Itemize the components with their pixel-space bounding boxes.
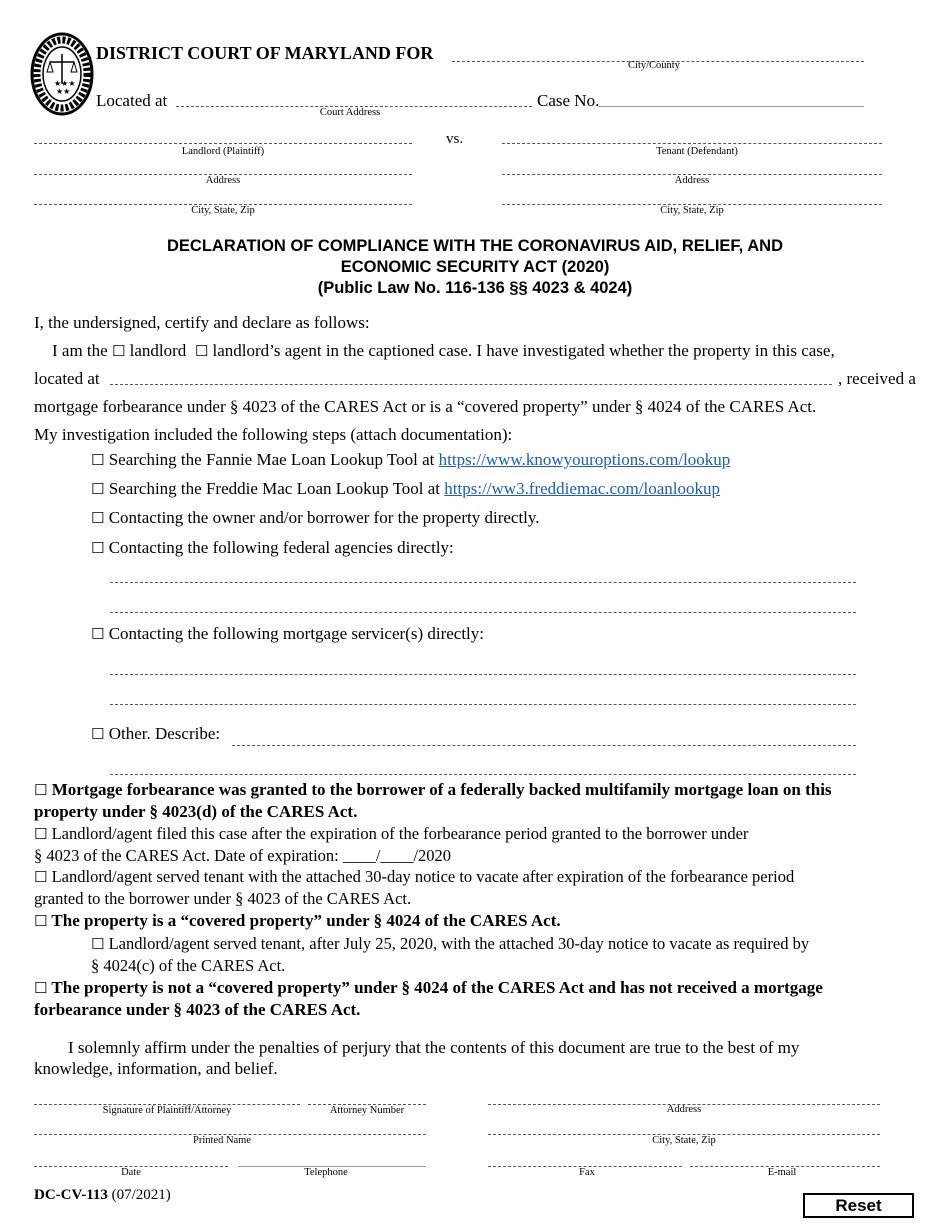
other-field-1[interactable] <box>232 727 856 746</box>
affirmation-line2: knowledge, information, and belief. <box>34 1059 278 1078</box>
property-located-label: located at <box>34 369 100 388</box>
fax-caption: Fax <box>579 1167 595 1178</box>
served-notice-item <box>34 867 794 887</box>
covered-served-checkbox[interactable]: ☐ <box>91 935 105 953</box>
court-address-field[interactable] <box>176 88 532 107</box>
date-field[interactable] <box>34 1148 228 1167</box>
role-line <box>52 341 835 361</box>
attorney-number-caption: Attorney Number <box>329 1105 405 1116</box>
tenant-city-caption: City, State, Zip <box>660 205 724 216</box>
fannie-label: Searching the Fannie Mae Loan Lookup Tool at <box>108 450 435 469</box>
filed-after-label: Landlord/agent filed this case after the expiration of the forbearance period granted to the borrower under <box>51 824 749 843</box>
landlord-checkbox[interactable]: ☐ <box>111 342 126 360</box>
step-owner <box>91 508 540 528</box>
step-freddie <box>91 479 720 499</box>
email-caption: E-mail <box>767 1167 797 1178</box>
landlord-caption: Landlord (Plaintiff) <box>181 146 265 157</box>
agencies-field-1[interactable] <box>110 564 856 583</box>
telephone-caption: Telephone <box>304 1167 348 1178</box>
servicers-field-2[interactable] <box>110 686 856 705</box>
filed-after-label-2: § 4023 of the CARES Act. Date of expiration: ____/____/2020 <box>34 846 452 865</box>
landlord-agent-checkbox[interactable]: ☐ <box>194 342 209 360</box>
affirmation-line1: I solemnly affirm under the penalties of perjury that the contents of this document are true to the best of my <box>68 1038 800 1057</box>
fannie-link[interactable]: https://www.knowyouroptions.com/lookup <box>438 450 731 469</box>
printed-name-field[interactable] <box>34 1116 426 1135</box>
other-field-2[interactable] <box>110 756 856 775</box>
document-title-line1: DECLARATION OF COMPLIANCE WITH THE CORONAVIRUS AID, RELIEF, AND <box>167 237 783 255</box>
owner-label: Contacting the owner and/or borrower for the property directly. <box>108 508 540 527</box>
landlord-label: landlord <box>129 341 187 360</box>
covered-checkbox[interactable]: ☐ <box>34 912 48 930</box>
court-address-caption: Court Address <box>319 107 381 118</box>
filed-after-item <box>34 824 748 844</box>
owner-checkbox[interactable]: ☐ <box>91 509 105 527</box>
filed-after-checkbox[interactable]: ☐ <box>34 825 48 843</box>
case-no-field[interactable] <box>598 88 864 107</box>
document-title-line2: ECONOMIC SECURITY ACT (2020) <box>340 258 610 276</box>
multifamily-item <box>34 780 832 800</box>
step-fannie <box>91 450 730 470</box>
covered-served-label: Landlord/agent served tenant, after July 25, 2020, with the attached 30-day notice to vacate as required by <box>108 934 810 953</box>
email-field[interactable] <box>690 1148 880 1167</box>
covered-item <box>34 911 561 931</box>
property-address-field[interactable] <box>110 366 832 385</box>
investigation-text: My investigation included the following steps (attach documentation): <box>34 425 513 444</box>
covered-label: The property is a “covered property” under § 4024 of the CARES Act. <box>51 911 561 930</box>
printed-name-caption: Printed Name <box>192 1135 252 1146</box>
served-notice-checkbox[interactable]: ☐ <box>34 868 48 886</box>
servicers-field-1[interactable] <box>110 656 856 675</box>
not-covered-label-2: forbearance under § 4023 of the CARES Act. <box>34 1000 361 1019</box>
svg-text:★★: ★★ <box>56 87 71 96</box>
landlord-address-field[interactable] <box>34 156 412 175</box>
step-agencies <box>91 538 454 558</box>
received-label: , received a <box>838 369 916 388</box>
court-seal <box>30 32 94 116</box>
covered-served-item <box>91 934 809 954</box>
agencies-label: Contacting the following federal agencies directly: <box>108 538 454 557</box>
tenant-field[interactable] <box>502 125 882 144</box>
covered-served-label-2: § 4024(c) of the CARES Act. <box>91 956 286 975</box>
form-number-date: (07/2021) <box>111 1187 171 1203</box>
landlord-city-caption: City, State, Zip <box>191 205 255 216</box>
servicers-label: Contacting the following mortgage servicer(s) directly: <box>108 624 485 643</box>
other-checkbox[interactable]: ☐ <box>91 725 105 743</box>
tenant-address-caption: Address <box>674 175 710 186</box>
tenant-address-field[interactable] <box>502 156 882 175</box>
agencies-checkbox[interactable]: ☐ <box>91 539 105 557</box>
tenant-city-field[interactable] <box>502 186 882 205</box>
step-other <box>91 724 220 744</box>
freddie-checkbox[interactable]: ☐ <box>91 480 105 498</box>
fax-field[interactable] <box>488 1148 682 1167</box>
signature-caption: Signature of Plaintiff/Attorney <box>102 1105 232 1116</box>
multifamily-label-2: property under § 4023(d) of the CARES Act. <box>34 802 358 821</box>
form-number-code: DC-CV-113 <box>34 1187 108 1203</box>
signer-address-field[interactable] <box>488 1086 880 1105</box>
case-no-label: Case No. <box>537 91 600 110</box>
landlord-city-field[interactable] <box>34 186 412 205</box>
tenant-caption: Tenant (Defendant) <box>656 146 738 157</box>
forbearance-text: mortgage forbearance under § 4023 of the CARES Act or is a “covered property” under § 4024 of the CARES Act. <box>34 397 817 416</box>
servicers-checkbox[interactable]: ☐ <box>91 625 105 643</box>
served-notice-label-2: granted to the borrower under § 4023 of the CARES Act. <box>34 889 412 908</box>
signature-field[interactable] <box>34 1086 300 1105</box>
agencies-field-2[interactable] <box>110 594 856 613</box>
fannie-checkbox[interactable]: ☐ <box>91 451 105 469</box>
iam-label: I am the <box>52 341 108 360</box>
landlord-field[interactable] <box>34 125 412 144</box>
step-servicers <box>91 624 484 644</box>
not-covered-item <box>34 978 823 998</box>
not-covered-checkbox[interactable]: ☐ <box>34 979 48 997</box>
signer-address-caption: Address <box>666 1104 702 1115</box>
multifamily-label: Mortgage forbearance was granted to the borrower of a federally backed multifamily mortgage loan on this <box>51 780 832 799</box>
court-title: DISTRICT COURT OF MARYLAND FOR <box>96 43 434 63</box>
landlord-agent-label: landlord’s agent in the captioned case. I have investigated whether the property in this case, <box>212 341 835 360</box>
landlord-address-caption: Address <box>205 175 241 186</box>
reset-button[interactable]: Reset <box>803 1193 914 1218</box>
served-notice-label: Landlord/agent served tenant with the attached 30-day notice to vacate after expiration of the forbearance period <box>51 867 795 886</box>
located-at-label: Located at <box>96 91 168 110</box>
freddie-label: Searching the Freddie Mac Loan Lookup Tool at <box>108 479 441 498</box>
telephone-field[interactable] <box>238 1148 426 1167</box>
intro-text: I, the undersigned, certify and declare as follows: <box>34 313 370 332</box>
date-caption: Date <box>121 1167 141 1178</box>
not-covered-label: The property is not a “covered property” under § 4024 of the CARES Act and has not received a mortgage <box>51 978 823 997</box>
other-label: Other. Describe: <box>108 724 221 743</box>
attorney-number-field[interactable] <box>308 1086 426 1105</box>
document-title-line3: (Public Law No. 116-136 §§ 4023 & 4024) <box>317 279 633 297</box>
svg-text:★★★: ★★★ <box>54 79 76 88</box>
signer-city-field[interactable] <box>488 1116 880 1135</box>
form-number <box>34 1187 171 1204</box>
city-county-caption: City/County <box>628 60 680 71</box>
vs-label: vs. <box>446 131 464 147</box>
freddie-link[interactable]: https://ww3.freddiemac.com/loanlookup <box>444 479 720 498</box>
signer-city-caption: City, State, Zip <box>652 1135 716 1146</box>
multifamily-checkbox[interactable]: ☐ <box>34 781 48 799</box>
